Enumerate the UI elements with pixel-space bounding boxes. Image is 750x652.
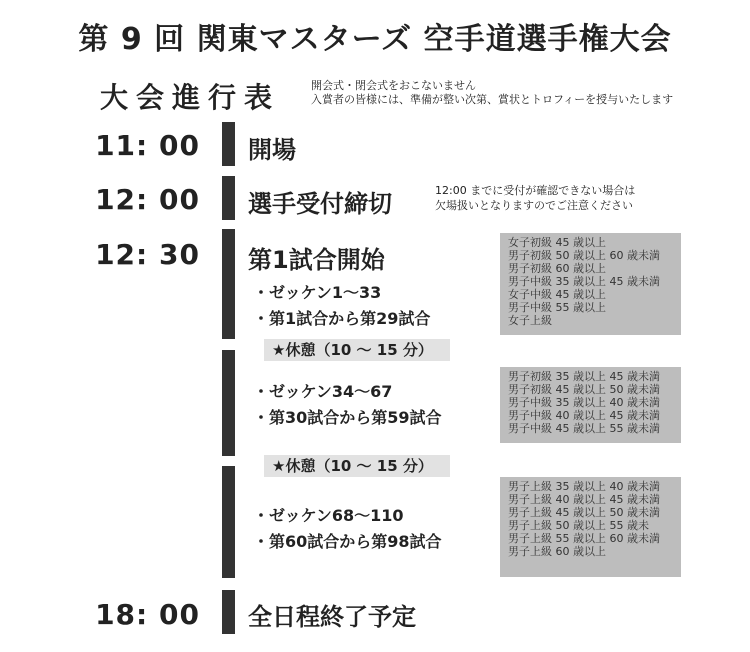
time-label: 11: 00 <box>95 129 200 162</box>
category-item: 男子上級 55 歳以上 60 歳未満 <box>508 532 660 545</box>
category-item: 男子中級 35 歳以上 45 歳未満 <box>508 275 660 288</box>
break-label: ★休憩（10 〜 15 分） <box>264 455 450 477</box>
note-line: 開会式・閉会式をおこないません <box>311 79 476 92</box>
timeline-bar <box>222 466 235 578</box>
category-item: 男子初級 60 歳以上 <box>508 262 606 275</box>
event-label: 選手受付締切 <box>248 190 392 218</box>
break-label: ★休憩（10 〜 15 分） <box>264 339 450 361</box>
category-item: 男子初級 45 歳以上 50 歳未満 <box>508 383 660 396</box>
event-label: 第1試合開始 <box>248 246 385 274</box>
event-label: 開場 <box>248 136 296 164</box>
category-box <box>500 367 681 443</box>
schedule-heading: 大会進行表 <box>100 81 281 114</box>
bullet-item: ・ゼッケン1〜33 <box>253 283 382 302</box>
category-item: 男子上級 45 歳以上 50 歳未満 <box>508 506 660 519</box>
category-item: 男子中級 40 歳以上 45 歳未満 <box>508 409 660 422</box>
category-box <box>500 477 681 577</box>
category-item: 男子初級 50 歳以上 60 歳未満 <box>508 249 660 262</box>
timeline-bar <box>222 350 235 456</box>
category-item: 男子上級 60 歳以上 <box>508 545 606 558</box>
note-line: 欠場扱いとなりますのでご注意ください <box>435 199 633 212</box>
category-item: 女子中級 45 歳以上 <box>508 288 606 301</box>
deadline-note <box>435 183 635 213</box>
page-title: 第 9 回 関東マスターズ 空手道選手権大会 <box>78 22 672 57</box>
note-line: 12:00 までに受付が確認できない場合は <box>435 184 636 197</box>
category-item: 男子中級 35 歳以上 40 歳未満 <box>508 396 660 409</box>
category-item: 男子上級 50 歳以上 55 歳未 <box>508 519 649 532</box>
category-item: 男子上級 40 歳以上 45 歳未満 <box>508 493 660 506</box>
timeline-bar <box>222 229 235 339</box>
category-item: 男子上級 35 歳以上 40 歳未満 <box>508 480 660 493</box>
category-item: 男子初級 35 歳以上 45 歳未満 <box>508 370 660 383</box>
category-item: 女子初級 45 歳以上 <box>508 236 606 249</box>
bullet-item: ・ゼッケン34〜67 <box>253 382 393 401</box>
bullet-item: ・第1試合から第29試合 <box>253 309 431 328</box>
category-item: 女子上級 <box>508 314 552 327</box>
category-item: 男子中級 45 歳以上 55 歳未満 <box>508 422 660 435</box>
event-label: 全日程終了予定 <box>248 603 416 631</box>
timeline-bar <box>222 176 235 220</box>
timeline-bar <box>222 590 235 634</box>
bullet-item: ・第60試合から第98試合 <box>253 532 442 551</box>
timeline-bar <box>222 122 235 166</box>
note-line: 入賞者の皆様には、準備が整い次第、賞状とトロフィーを授与いたします <box>311 93 674 106</box>
time-label: 12: 00 <box>95 183 200 216</box>
bullet-item: ・ゼッケン68〜110 <box>253 506 404 525</box>
category-box <box>500 233 681 335</box>
bullet-item: ・第30試合から第59試合 <box>253 408 442 427</box>
header-notes <box>311 79 673 107</box>
category-item: 男子中級 55 歳以上 <box>508 301 606 314</box>
time-label: 18: 00 <box>95 598 200 631</box>
time-label: 12: 30 <box>95 238 200 271</box>
